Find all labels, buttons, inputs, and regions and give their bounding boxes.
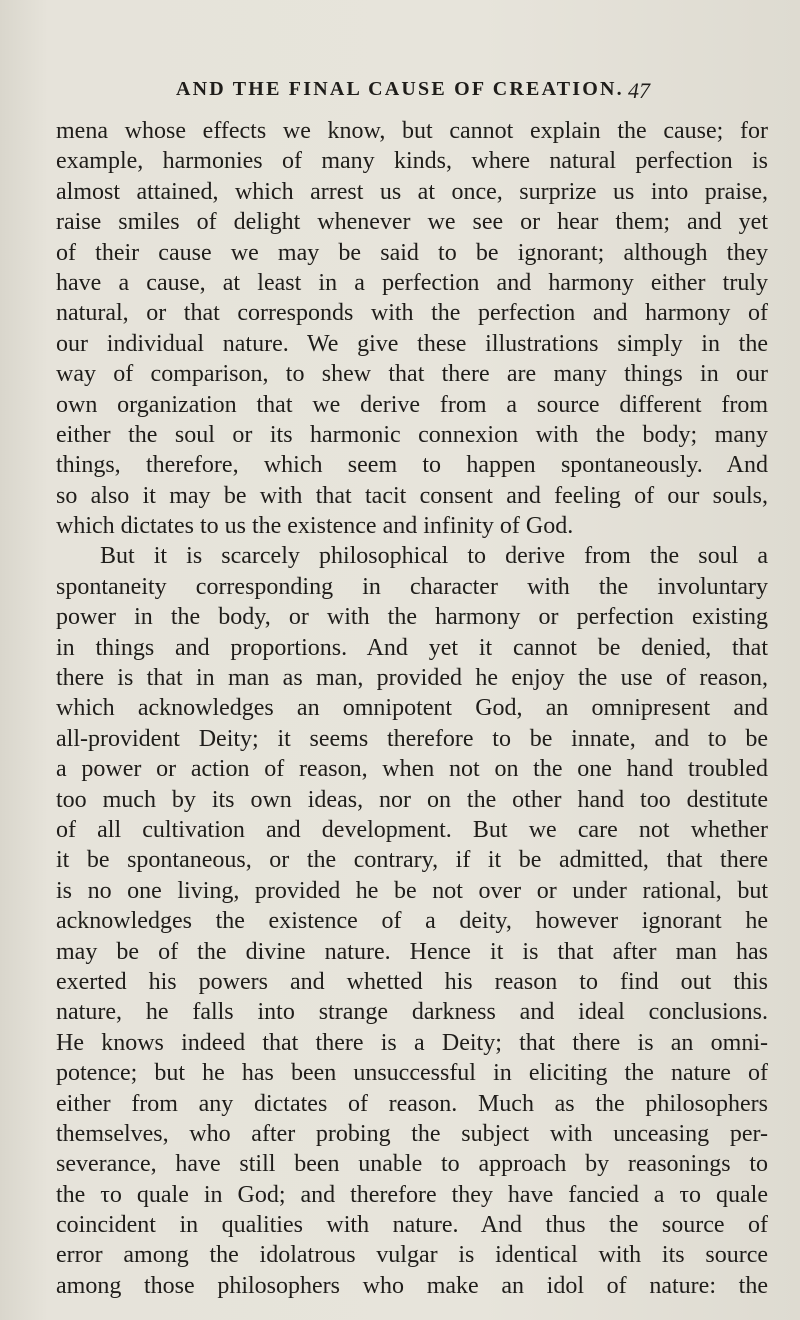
text-line: may be of the divine nature. Hence it is that after man has (56, 938, 768, 965)
text-line: acknowledges the existence of a deity, however ignorant he (56, 908, 768, 935)
text-line: error among the idolatrous vulgar is identical with its source (56, 1242, 768, 1269)
text-line: severance, have still been unable to approach by reasonings to (56, 1151, 768, 1178)
text-line: natural, or that corresponds with the perfection and harmony of (56, 300, 768, 327)
page-number: 47 (628, 78, 650, 103)
text-line: power in the body, or with the harmony or perfection existing (56, 604, 768, 631)
text-line: things, therefore, which seem to happen spontaneously. And (56, 452, 768, 479)
running-head (0, 78, 800, 108)
text-line: potence; but he has been unsuccessful in eliciting the nature of (56, 1060, 768, 1087)
text-line: either the soul or its harmonic connexion with the body; many (56, 421, 768, 448)
paragraph-2 (56, 541, 768, 1301)
text-line: it be spontaneous, or the contrary, if it be admitted, that there (56, 847, 768, 874)
text-line: there is that in man as man, provided he enjoy the use of reason, (56, 665, 768, 692)
text-line: He knows indeed that there is a Deity; that there is an omni- (56, 1029, 768, 1056)
text-line: of their cause we may be said to be ignorant; although they (56, 239, 768, 266)
text-line: in things and proportions. And yet it cannot be denied, that (56, 634, 768, 661)
text-line: mena whose effects we know, but cannot explain the cause; for (56, 118, 768, 144)
text-line: nature, he falls into strange darkness and ideal conclusions. (56, 999, 768, 1026)
text-line: themselves, who after probing the subject with unceasing per- (56, 1120, 768, 1147)
text-line: which dictates to us the existence and infinity of God. (56, 513, 574, 540)
text-line: either from any dictates of reason. Much as the philosophers (56, 1090, 768, 1117)
text-line: too much by its own ideas, nor on the other hand too destitute (56, 786, 768, 813)
text-line: coincident in qualities with nature. And thus the source of (56, 1212, 768, 1239)
running-head-title: AND THE FINAL CAUSE OF CREATION. (176, 78, 624, 100)
text-line: is no one living, provided he be not over or under rational, but (56, 877, 768, 904)
body-text (56, 116, 768, 1301)
text-line: the το quale in God; and therefore they have fancied a το quale (56, 1181, 768, 1208)
text-line: all-provident Deity; it seems therefore to be innate, and to be (56, 725, 768, 752)
text-line: among those philosophers who make an idol of nature: the (56, 1272, 768, 1299)
text-line: example, harmonies of many kinds, where natural perfection is (56, 148, 768, 175)
text-line: our individual nature. We give these illustrations simply in the (56, 330, 768, 357)
text-line: raise smiles of delight whenever we see or hear them; and yet (56, 209, 768, 236)
text-line: so also it may be with that tacit consent and feeling of our souls, (56, 482, 768, 509)
text-line: a power or action of reason, when not on the one hand troubled (56, 756, 768, 783)
text-line: which acknowledges an omnipotent God, an omnipresent and (56, 695, 768, 722)
text-line: exerted his powers and whetted his reason to find out this (56, 968, 768, 995)
text-line: have a cause, at least in a perfection and harmony either truly (56, 269, 768, 296)
text-line: own organization that we derive from a source different from (56, 391, 768, 418)
text-line: almost attained, which arrest us at once, surprize us into praise, (56, 178, 768, 205)
paragraph-1 (56, 116, 768, 541)
text-line: But it is scarcely philosophical to derive from the soul a (100, 543, 768, 570)
text-line: way of comparison, to shew that there are many things in our (56, 361, 768, 388)
text-line: spontaneity corresponding in character with the involuntary (56, 573, 768, 600)
text-line: of all cultivation and development. But we care not whether (56, 816, 768, 843)
